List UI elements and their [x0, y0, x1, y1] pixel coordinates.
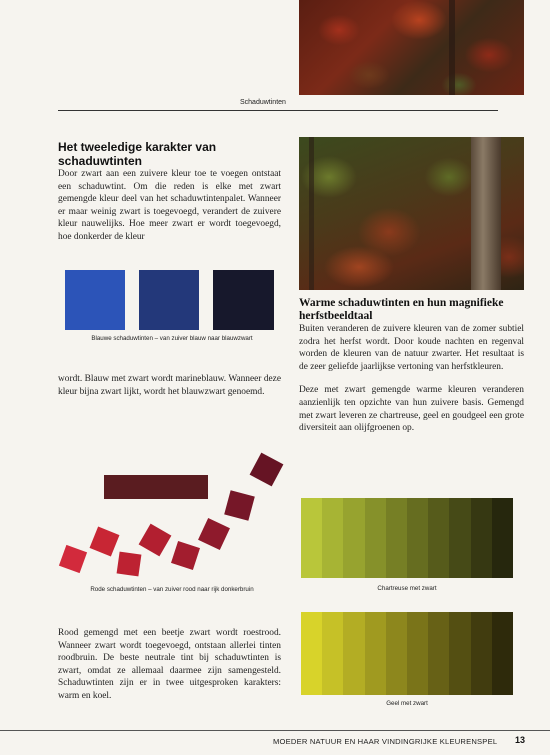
color-stripe [449, 612, 470, 695]
section-3 [58, 627, 281, 703]
color-stripe [407, 498, 428, 578]
section-label: Schaduwtinten [240, 99, 286, 106]
yellow-stripes [301, 612, 513, 695]
section-2-paragraph-2: Deze met zwart gemengde warme kleuren veranderen aanzienlijk ten opzichte van hun zuivere basis. Gemengd met zwart leveren ze chartreuse, geel en goudgeel een grote diversiteit aan olijfgroenen op. [299, 385, 524, 434]
section-1-heading: Het tweeledige karakter van schaduwtinten [58, 140, 217, 168]
section-1-paragraph-2: wordt. Blauw met zwart wordt marineblauw. Wanneer deze kleur bijna zwart lijkt, wordt het blauwzwart genoemd. [58, 374, 281, 397]
autumn-photo-top [299, 0, 524, 95]
footer-rule [0, 730, 550, 731]
blue-swatch-2 [139, 270, 199, 330]
footer-text: MOEDER NATUUR EN HAAR VINDINGRIJKE KLEURENSPEL [273, 737, 498, 746]
color-stripe [301, 498, 322, 578]
blue-caption: Blauwe schaduwtinten – van zuiver blauw naar blauwzwart [91, 335, 253, 342]
red-swatch [250, 453, 284, 487]
color-stripe [407, 612, 428, 695]
red-bar [104, 475, 208, 499]
color-stripe [343, 612, 364, 695]
blue-swatch-1 [65, 270, 125, 330]
red-swatch [171, 541, 200, 570]
section-1 [58, 140, 281, 244]
color-stripe [428, 498, 449, 578]
color-stripe [343, 498, 364, 578]
color-stripe [386, 498, 407, 578]
color-stripe [428, 612, 449, 695]
yellow-caption: Geel met zwart [386, 700, 428, 707]
color-stripe [386, 612, 407, 695]
color-stripe [301, 612, 322, 695]
red-swatch [139, 524, 172, 557]
blue-swatch-3 [213, 270, 274, 330]
color-stripe [492, 612, 513, 695]
section-1-continued [58, 373, 281, 398]
color-stripe [471, 612, 492, 695]
red-caption: Rode schaduwtinten – van zuiver rood naar rijk donkerbruin [90, 586, 254, 593]
red-swatch [117, 552, 142, 577]
section-2-heading: Warme schaduwtinten en hun magnifieke herfstbeeldtaal [299, 297, 504, 322]
color-stripe [471, 498, 492, 578]
section-1-paragraph-1: Door zwart aan een zuivere kleur toe te voegen ontstaat een schaduwtint. Om die reden is elke met zwart gemengde kleur deel van het schaduwtintenpalet. Wanneer er maar weinig zwart is toegevoegd, verandert de zuivere kleur nauwelijks. Hoe meer zwart er wordt toegevoegd, hoe donkerder de kleur [58, 169, 281, 242]
section-2-paragraph-1: Buiten veranderen de zuivere kleuren van de zomer subtiel zodra het herfst wordt. Door koude nachten en regenval worden de kleuren van de natuur zwarter. Het resultaat is de zeer geliefde jaarlijkse vertoning van herfstkleuren. [299, 324, 524, 372]
red-swatch [224, 490, 255, 521]
color-stripe [492, 498, 513, 578]
forest-photo [299, 137, 524, 290]
color-stripe [365, 612, 386, 695]
chartreuse-stripes [301, 498, 513, 578]
section-3-paragraph: Rood gemengd met een beetje zwart wordt roestrood. Wanneer zwart wordt toegevoegd, ontstaan allerlei tinten roodbruin. De beste neutrale tint bij schaduwtinten is zwart, omdat ze allemaal daarmee zijn samengesteld. Schaduwtinten zijn er in twee uitgesproken karakters: warm en koel. [58, 628, 281, 701]
color-stripe [322, 612, 343, 695]
page-number: 13 [515, 735, 526, 745]
color-stripe [365, 498, 386, 578]
color-stripe [322, 498, 343, 578]
red-swatch [198, 518, 230, 550]
top-rule [58, 110, 498, 111]
red-swatch [90, 527, 120, 557]
chartreuse-caption: Chartreuse met zwart [377, 585, 437, 592]
red-swatch [59, 545, 87, 573]
color-stripe [449, 498, 470, 578]
section-2 [299, 297, 524, 435]
